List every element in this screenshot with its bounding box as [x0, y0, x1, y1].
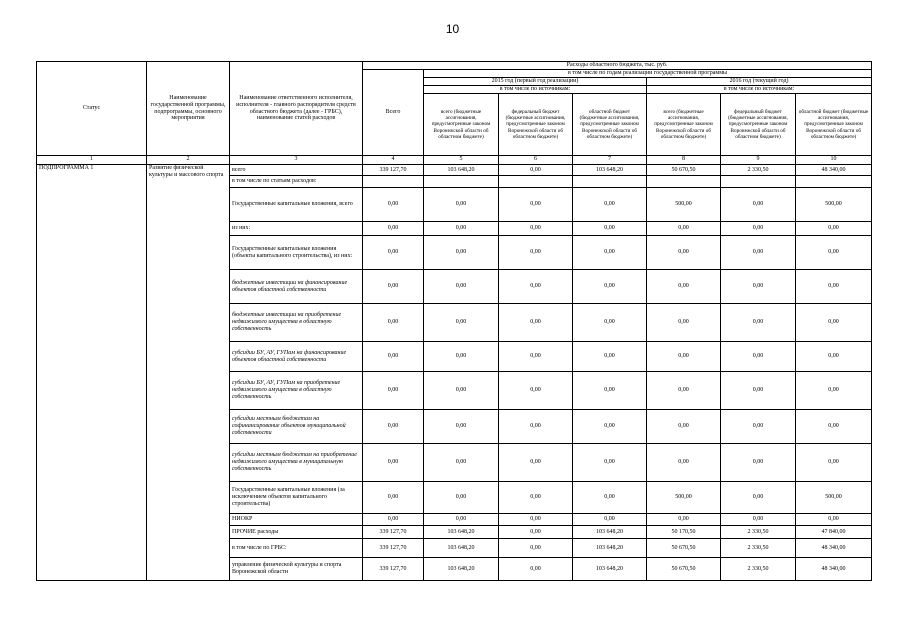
row-label: Государственные капитальные вложения, всего	[230, 188, 363, 222]
column-number: 5	[424, 156, 499, 165]
value-cell: 0,00	[647, 222, 721, 236]
column-number: 1	[37, 156, 147, 165]
status-cell: ПОДПРОГРАММА 1	[37, 165, 147, 581]
value-cell: 0,00	[499, 342, 573, 372]
header-expenses-title: Расходы областного бюджета, тыс. руб.	[363, 62, 872, 70]
value-cell: 47 840,00	[796, 526, 872, 539]
column-number: 2	[147, 156, 230, 165]
value-cell: 103 648,20	[424, 558, 499, 581]
value-cell: 103 648,20	[424, 165, 499, 176]
row-label: Государственные капитальные вложения (объекты капитального строительства), из них:	[230, 236, 363, 270]
value-cell: 103 648,20	[424, 539, 499, 558]
value-cell: 0,00	[363, 304, 424, 342]
value-cell: 0,00	[573, 342, 647, 372]
column-number: 8	[647, 156, 721, 165]
value-cell: 0,00	[647, 444, 721, 482]
value-cell: 0,00	[499, 526, 573, 539]
value-cell: 0,00	[573, 222, 647, 236]
value-cell: 0,00	[721, 444, 796, 482]
value-cell: 500,00	[647, 482, 721, 514]
value-cell: 0,00	[424, 222, 499, 236]
value-cell: 0,00	[424, 342, 499, 372]
row-label: в том числе по статьям расходов:	[230, 176, 363, 188]
header-program-name: Наименование государственной программы, подпрограммы, основного мероприятия	[147, 62, 230, 156]
value-cell: 0,00	[796, 444, 872, 482]
row-label: ПРОЧИЕ расходы	[230, 526, 363, 539]
header-col-7: областной бюджет (бюджетные ассигнования, предусмотренные законом Воронежской области об областном бюджете)	[573, 94, 647, 156]
value-cell: 48 340,00	[796, 558, 872, 581]
value-cell: 50 170,50	[647, 526, 721, 539]
value-cell: 500,00	[796, 188, 872, 222]
value-cell: 0,00	[499, 444, 573, 482]
value-cell: 0,00	[424, 514, 499, 526]
value-cell: 0,00	[499, 165, 573, 176]
program-cell: Развитие физической культуры и массового спорта	[147, 165, 230, 581]
value-cell	[499, 176, 573, 188]
value-cell: 103 648,20	[573, 526, 647, 539]
header-year-2015: 2015 год (первый год реализации)	[424, 78, 647, 86]
value-cell: 0,00	[573, 444, 647, 482]
value-cell: 0,00	[424, 236, 499, 270]
column-number: 10	[796, 156, 872, 165]
value-cell: 0,00	[647, 410, 721, 444]
value-cell: 0,00	[363, 482, 424, 514]
value-cell: 0,00	[573, 410, 647, 444]
header-col-8: всего (бюджетные ассигнования, предусмотренные законом Воронежской области об областном бюджете)	[647, 94, 721, 156]
value-cell: 50 670,50	[647, 539, 721, 558]
value-cell: 0,00	[424, 482, 499, 514]
value-cell: 0,00	[796, 410, 872, 444]
value-cell: 0,00	[499, 539, 573, 558]
row-label: НИОКР	[230, 514, 363, 526]
value-cell: 0,00	[796, 304, 872, 342]
value-cell: 339 127,70	[363, 539, 424, 558]
value-cell: 0,00	[721, 410, 796, 444]
value-cell	[796, 176, 872, 188]
value-cell: 0,00	[363, 222, 424, 236]
value-cell: 0,00	[721, 236, 796, 270]
value-cell	[647, 176, 721, 188]
value-cell: 0,00	[721, 188, 796, 222]
header-status: Статус	[37, 62, 147, 156]
value-cell: 0,00	[647, 236, 721, 270]
value-cell: 0,00	[721, 514, 796, 526]
header-col-10: областной бюджет (бюджетные ассигнования, предусмотренные законом Воронежской области об областном бюджете)	[796, 94, 872, 156]
value-cell: 0,00	[424, 410, 499, 444]
header-executor: Наименование ответственного исполнителя, исполнителя - главного распорядителя средств областного бюджета (далее - ГРБС), наименование статей расходов	[230, 62, 363, 156]
column-number: 4	[363, 156, 424, 165]
value-cell	[573, 176, 647, 188]
value-cell: 0,00	[363, 444, 424, 482]
value-cell: 0,00	[721, 342, 796, 372]
value-cell	[721, 176, 796, 188]
value-cell: 0,00	[647, 372, 721, 410]
row-label: из них:	[230, 222, 363, 236]
value-cell: 0,00	[796, 514, 872, 526]
value-cell: 0,00	[573, 372, 647, 410]
value-cell: 0,00	[499, 304, 573, 342]
value-cell: 339 127,70	[363, 526, 424, 539]
value-cell: 48 340,00	[796, 165, 872, 176]
value-cell: 0,00	[573, 304, 647, 342]
header-year-2016: 2016 год (текущий год)	[647, 78, 872, 86]
value-cell: 0,00	[499, 236, 573, 270]
row-label: субсидии БУ, АУ, ГУПам на финансирование объектов областной собственности	[230, 342, 363, 372]
value-cell: 0,00	[499, 188, 573, 222]
value-cell: 2 330,50	[721, 526, 796, 539]
value-cell: 0,00	[499, 482, 573, 514]
value-cell: 0,00	[721, 222, 796, 236]
value-cell: 2 330,50	[721, 165, 796, 176]
value-cell: 0,00	[796, 342, 872, 372]
value-cell: 0,00	[499, 270, 573, 304]
value-cell: 50 670,50	[647, 165, 721, 176]
value-cell: 339 127,70	[363, 165, 424, 176]
column-number: 3	[230, 156, 363, 165]
value-cell: 0,00	[499, 410, 573, 444]
header-total: Всего	[363, 70, 424, 156]
value-cell: 0,00	[573, 270, 647, 304]
value-cell: 0,00	[796, 270, 872, 304]
value-cell: 0,00	[796, 236, 872, 270]
value-cell: 103 648,20	[573, 558, 647, 581]
value-cell: 0,00	[363, 410, 424, 444]
column-numbers-row	[37, 156, 872, 165]
value-cell: 0,00	[796, 372, 872, 410]
value-cell: 0,00	[647, 514, 721, 526]
value-cell	[363, 176, 424, 188]
header-by-year: в том числе по годам реализации государственной программы	[424, 70, 872, 78]
header-sources-2016: в том числе по источникам:	[647, 86, 872, 94]
value-cell: 0,00	[363, 236, 424, 270]
value-cell: 0,00	[424, 270, 499, 304]
row-label: бюджетные инвестиции на приобретение недвижимого имущества в областную собственность	[230, 304, 363, 342]
row-label: всего	[230, 165, 363, 176]
value-cell: 0,00	[363, 514, 424, 526]
value-cell: 0,00	[363, 342, 424, 372]
row-label: в том числе по ГРБС:	[230, 539, 363, 558]
value-cell: 103 648,20	[573, 165, 647, 176]
value-cell: 0,00	[647, 270, 721, 304]
value-cell: 339 127,70	[363, 558, 424, 581]
value-cell: 0,00	[363, 372, 424, 410]
value-cell: 0,00	[573, 236, 647, 270]
value-cell: 103 648,20	[573, 539, 647, 558]
value-cell: 48 340,00	[796, 539, 872, 558]
budget-table	[36, 61, 872, 581]
value-cell: 0,00	[499, 222, 573, 236]
value-cell: 0,00	[721, 270, 796, 304]
value-cell: 0,00	[573, 188, 647, 222]
value-cell: 50 670,50	[647, 558, 721, 581]
value-cell: 0,00	[499, 372, 573, 410]
value-cell: 0,00	[424, 372, 499, 410]
value-cell: 500,00	[647, 188, 721, 222]
value-cell: 0,00	[573, 482, 647, 514]
value-cell: 0,00	[363, 188, 424, 222]
column-number: 9	[721, 156, 796, 165]
value-cell: 0,00	[647, 342, 721, 372]
value-cell: 0,00	[796, 222, 872, 236]
header-col-5: всего (бюджетные ассигнования, предусмотренные законом Воронежской области об областном бюджете)	[424, 94, 499, 156]
column-number: 6	[499, 156, 573, 165]
value-cell: 0,00	[424, 304, 499, 342]
row-label: субсидии местным бюджетам на софинансирование объектов муниципальной собственности	[230, 410, 363, 444]
row-label: бюджетные инвестиции на финансирование объектов областной собственности	[230, 270, 363, 304]
value-cell: 0,00	[721, 372, 796, 410]
value-cell: 0,00	[499, 558, 573, 581]
value-cell: 0,00	[647, 304, 721, 342]
row-label: субсидии местным бюджетам на приобретение недвижимого имущества в муниципальную собственность	[230, 444, 363, 482]
value-cell: 0,00	[573, 514, 647, 526]
value-cell: 0,00	[721, 304, 796, 342]
value-cell: 2 330,50	[721, 558, 796, 581]
header-col-6: федеральный бюджет (бюджетные ассигнования, предусмотренные законом Воронежской области об областном бюджете)	[499, 94, 573, 156]
row-label: субсидии БУ, АУ, ГУПам на приобретение недвижимого имущества в областную собственность	[230, 372, 363, 410]
value-cell: 103 648,20	[424, 526, 499, 539]
value-cell: 0,00	[424, 188, 499, 222]
value-cell	[424, 176, 499, 188]
page-number: 10	[445, 22, 460, 36]
row-label: Государственные капитальные вложения (за исключением объектов капитального строительства)	[230, 482, 363, 514]
header-col-9: федеральный бюджет (бюджетные ассигнования, предусмотренные законом Воронежской области об областном бюджете)	[721, 94, 796, 156]
value-cell: 0,00	[424, 444, 499, 482]
value-cell: 0,00	[721, 482, 796, 514]
header-sources-2015: в том числе по источникам:	[424, 86, 647, 94]
value-cell: 0,00	[499, 514, 573, 526]
value-cell: 500,00	[796, 482, 872, 514]
table-row	[37, 165, 872, 176]
row-label: управление физической культуры и спорта Воронежской области	[230, 558, 363, 581]
column-number: 7	[573, 156, 647, 165]
value-cell: 2 330,50	[721, 539, 796, 558]
value-cell: 0,00	[363, 270, 424, 304]
